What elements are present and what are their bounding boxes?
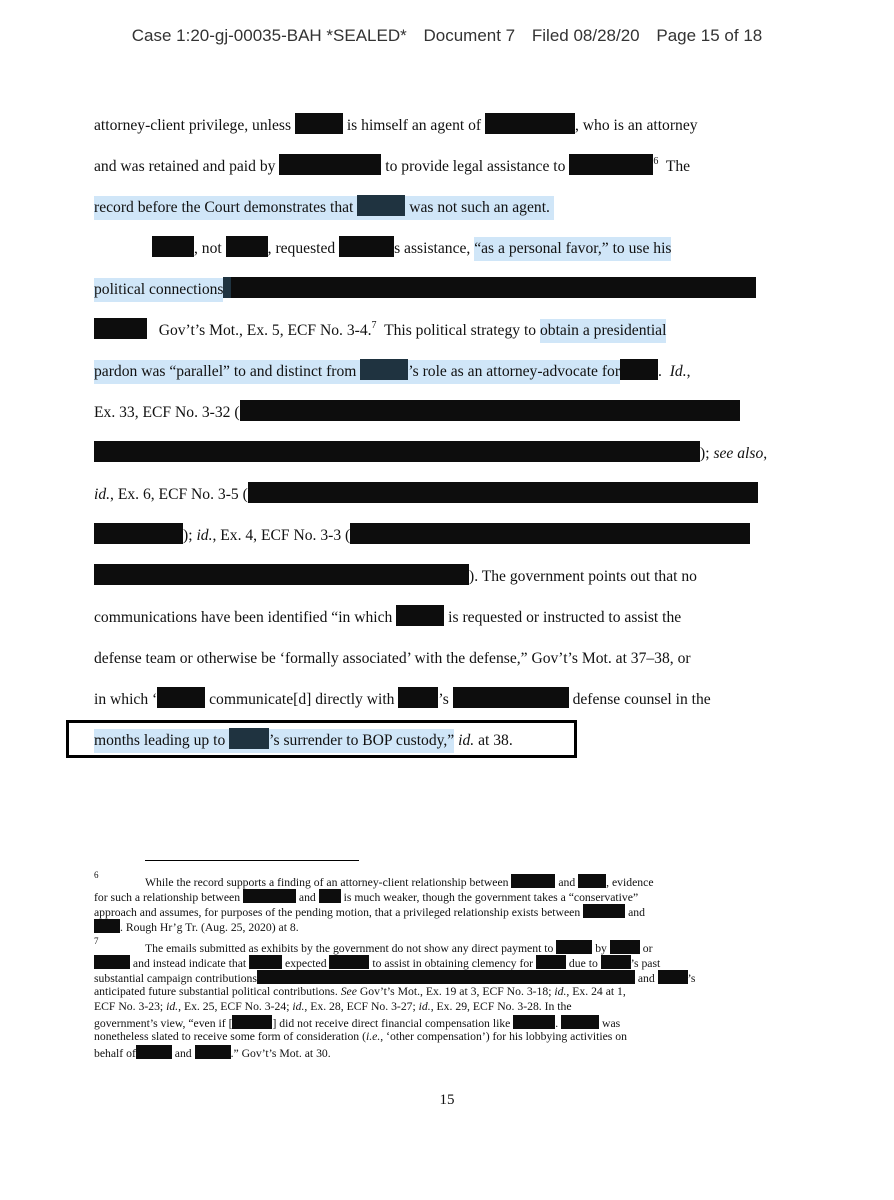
redaction [248,482,758,503]
highlight: record before the Court demonstrates that was not such an agent. [94,196,554,220]
redaction [152,236,194,257]
case-number: Case 1:20-gj-00035-BAH *SEALED* [131,26,407,45]
body-line [94,193,554,223]
footnote-ref[interactable]: 7 [371,320,377,331]
body-line: ). The government points out that no [94,562,697,592]
footnote-rule [145,860,359,861]
footnote-line: The emails submitted as exhibits by the government do not show any direct payment to by or [145,942,653,955]
body-line: pardon was “parallel” to and distinct from ’s role as an attorney-advocate for . Id., [94,357,691,387]
redaction [257,970,635,984]
highlight: “as a personal favor,” to use his [474,237,671,261]
body-line [94,275,756,305]
redaction [94,955,130,969]
redaction [226,236,268,257]
footnote-line: nonetheless slated to receive some form of consideration (i.e., ‘other compensation’) for his lobbying activities on [94,1030,627,1043]
redaction [578,874,606,888]
redaction [556,940,592,954]
redaction [240,400,740,421]
redaction [357,195,405,216]
body-line: defense team or otherwise be ‘formally associated’ with the defense,” Gov’t’s Mot. at 37–38, or [94,650,691,667]
body-line: communications have been identified “in which is requested or instructed to assist the [94,603,681,633]
body-line: Gov’t’s Mot., Ex. 5, ECF No. 3-4.$^7$ This political strategy to obtain a presidential [94,316,666,346]
highlight: pardon was “parallel” to and distinct from ’s role as an attorney-advocate for [94,360,620,384]
redaction [231,277,756,298]
footnote-line: and instead indicate that expected to assist in obtaining clemency for due to ’s past [94,955,660,969]
page-number: 15 [439,1092,455,1108]
redaction [94,919,120,933]
footnote-line: for such a relationship between and is much weaker, though the government takes a “conservative” [94,891,639,904]
redaction [329,955,369,969]
redaction [136,1045,172,1059]
redaction [513,1015,555,1029]
body-line: Ex. 33, ECF No. 3-32 ( [94,398,740,428]
redaction [583,904,625,918]
redaction [569,154,653,175]
footnote-line: government’s view, “even if [ ] did not receive direct financial compensation like . was [94,1017,621,1030]
redaction [360,359,408,380]
footnote-line: behalf of and .” Gov’t’s Mot. at 30. [94,1047,331,1060]
redaction [249,955,282,969]
redaction [295,113,343,134]
redaction [561,1015,599,1029]
footnote-line: anticipated future substantial political contributions. See Gov’t’s Mot., Ex. 19 at 3, ECF No. 3-18; id., Ex. 24 at 1, [94,985,626,998]
footnote-number: 6 [94,870,99,880]
case-header [0,26,894,46]
redaction [610,940,640,954]
body-line: months leading up to ’s surrender to BOP custody,” id. at 38. [94,726,513,756]
redaction [279,154,381,175]
body-line: id., Ex. 6, ECF No. 3-5 ( [94,480,758,510]
redaction [94,441,700,462]
redaction [94,318,147,339]
highlight: obtain a presidential [540,319,666,343]
redaction [232,1015,272,1029]
redaction [396,605,444,626]
redaction [485,113,575,134]
redaction [339,236,394,257]
highlight: political connections [94,278,223,302]
body-line: ); see also, [94,439,767,469]
redaction [157,687,205,708]
footnote-line: While the record supports a finding of an attorney-client relationship between and , evidence [145,876,654,889]
highlight: months leading up to ’s surrender to BOP custody,” [94,729,454,753]
redaction [94,564,469,585]
body-line: in which ‘ communicate[d] directly with ’s defense counsel in the [94,685,711,715]
highlight-box [66,720,577,758]
redaction [319,889,341,903]
footnote-ref[interactable]: 6 [653,156,659,167]
body-line: , not , requested s assistance, “as a personal favor,” to use his [152,234,671,264]
redaction [350,523,750,544]
redaction [243,889,296,903]
redaction [94,523,183,544]
redaction [620,359,658,380]
body-line: ); id., Ex. 4, ECF No. 3-3 ( [94,521,750,551]
body-line: and was retained and paid by to provide legal assistance to $^6$ The [94,156,691,175]
body-line: attorney-client privilege, unless is himself an agent of , who is an attorney [94,111,698,141]
document-number: Document 7 [423,26,516,45]
footnote-line: ECF No. 3-23; id., Ex. 25, ECF No. 3-24; id., Ex. 28, ECF No. 3-27; id., Ex. 29, ECF No. 3-28. In the [94,1000,572,1013]
page-indicator: Page 15 of 18 [656,26,763,45]
filed-date: Filed 08/28/20 [531,26,640,45]
redaction [453,687,569,708]
redaction [536,955,566,969]
redaction [223,277,231,298]
footnote-number: 7 [94,936,99,946]
footnote-line: . Rough Hr’g Tr. (Aug. 25, 2020) at 8. [94,919,299,933]
redaction [398,687,438,708]
redaction [511,874,555,888]
footnote-line: substantial campaign contributions and ’s [94,972,696,985]
footnote-line: approach and assumes, for purposes of the pending motion, that a privileged relationship exists between and [94,906,645,919]
redaction [658,970,688,984]
redaction [195,1045,231,1059]
redaction [601,955,631,969]
